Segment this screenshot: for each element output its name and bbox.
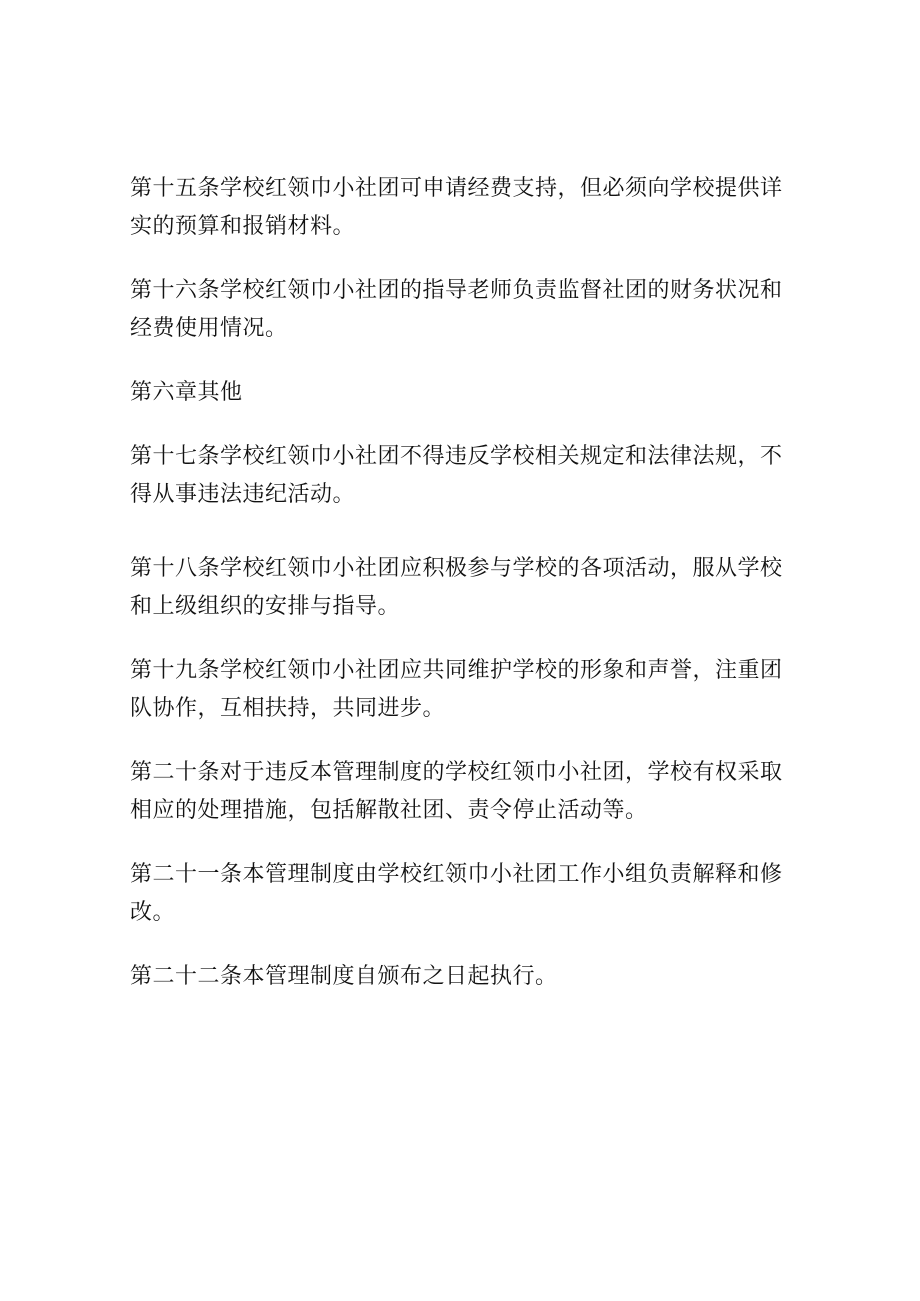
- article-15-paragraph: 第十五条学校红领巾小社团可申请经费支持，但必须向学校提供详实的预算和报销材料。: [130, 176, 783, 239]
- article-16-paragraph: 第十六条学校红领巾小社团的指导老师负责监督社团的财务状况和经费使用情况。: [130, 278, 783, 341]
- article-17-paragraph: 第十七条学校红领巾小社团不得违反学校相关规定和法律法规，不得从事违法违纪活动。: [130, 444, 783, 507]
- article-19-paragraph: 第十九条学校红领巾小社团应共同维护学校的形象和声誉，注重团队协作，互相扶持，共同进步。: [130, 658, 783, 721]
- article-22-paragraph: 第二十二条本管理制度自颁布之日起执行。: [130, 964, 558, 989]
- article-21-paragraph: 第二十一条本管理制度由学校红领巾小社团工作小组负责解释和修改。: [130, 862, 783, 925]
- document-body: [130, 170, 790, 996]
- article-18-paragraph: 第十八条学校红领巾小社团应积极参与学校的各项活动，服从学校和上级组织的安排与指导。: [130, 556, 783, 619]
- article-20-paragraph: 第二十条对于违反本管理制度的学校红领巾小社团，学校有权采取相应的处理措施，包括解散社团、责令停止活动等。: [130, 760, 783, 823]
- chapter-6-heading: 第六章其他: [130, 380, 243, 405]
